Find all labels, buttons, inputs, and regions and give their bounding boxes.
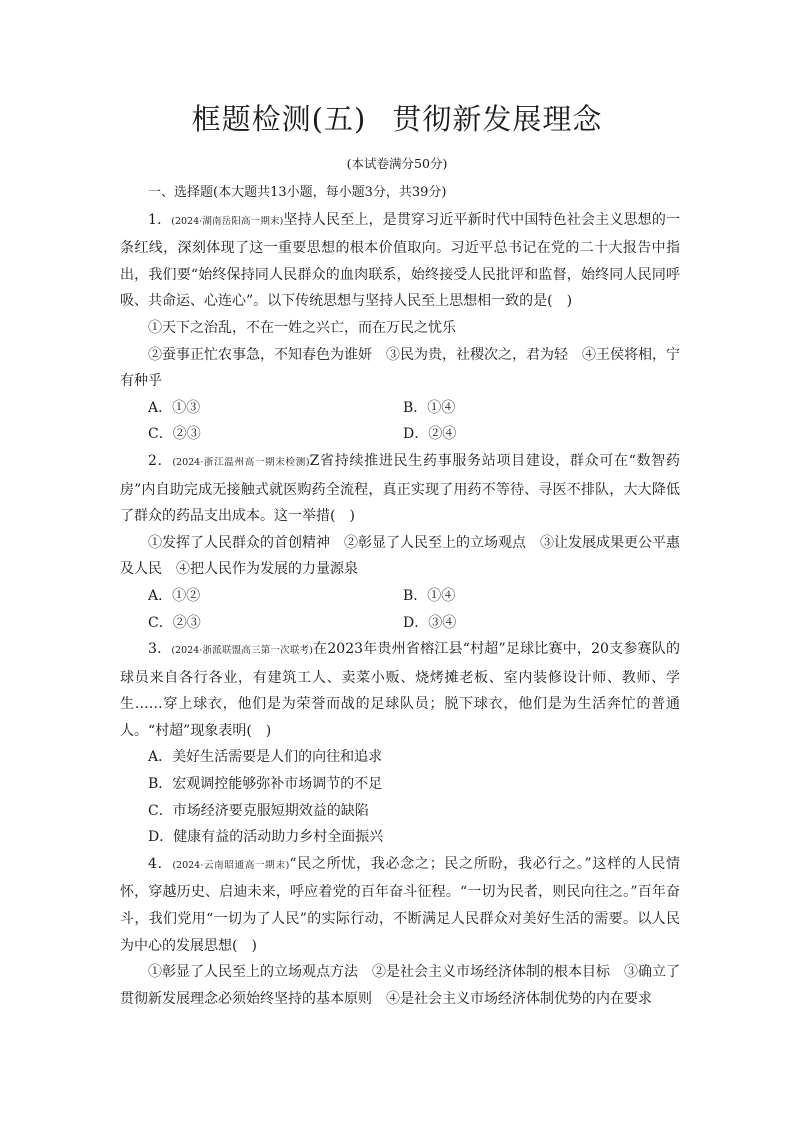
- question-text: 在2023年贵州省榕江县“村超”足球比赛中，20支参赛队的球员来自各行各业，有建筑工人、卖菜小贩、烧烤摊老板、室内装修设计师、教师、学生……穿上球衣，他们是为荣誉而战的足球队员；脱下球衣，他们是为生活奔忙的普通人。“村超”现象表明( ): [120, 641, 680, 739]
- score-note: (本试卷满分50分): [346, 156, 448, 171]
- question-text: 坚持人民至上，是贯穿习近平新时代中国特色社会主义思想的一条红线，深刻体现了这一重要思想的根本价值取向。习近平总书记在党的二十大报告中指出，我们要“始终保持同人民群众的血肉联系，始终接受人民批评和监督，始终同人民同呼吸、共命运、心连心”。以下传统思想与坚持人民至上思想相一致的是( ): [120, 211, 681, 310]
- option-a[interactable]: A．①②: [148, 587, 201, 604]
- title-main: 框题检测(五): [191, 102, 367, 136]
- question-1-options-row: [120, 421, 680, 448]
- question-1-stem: [120, 207, 680, 315]
- option-d[interactable]: D．③④: [403, 614, 457, 631]
- question-source: (2024·湖南岳阳高一期末): [171, 215, 284, 227]
- question-4-stem: [120, 851, 680, 959]
- question-number: 2．: [148, 452, 173, 469]
- question-2-item: ①发挥了人民群众的首创精神 ②彰显了人民至上的立场观点 ③让发展成果更公平惠及人民 ④把人民作为发展的力量源泉: [120, 534, 680, 578]
- option-c[interactable]: C．②③: [148, 426, 201, 443]
- option-b[interactable]: B．宏观调控能够弥补市场调节的不足: [148, 776, 383, 793]
- title-sub: 贯彻新发展理念: [392, 102, 603, 136]
- page-title: [0, 97, 794, 138]
- question-2-stem: [120, 448, 680, 530]
- question-content: [120, 180, 680, 1012]
- question-text: “民之所忧，我必念之；民之所盼，我必行之。”这样的人民情怀，穿越历史、启迪未来，呼应着党的百年奋斗征程。“一切为民者，则民向往之。”百年奋斗，我们党用“一切为了人民”的实际行动，不断满足人民群众对美好生活的需要。以人民为中心的发展思想( ): [120, 855, 680, 954]
- question-source: (2024·云南昭通高一期末): [172, 859, 290, 871]
- option-a[interactable]: A．①③: [148, 399, 201, 416]
- question-2-options-row: [120, 610, 680, 637]
- option-d[interactable]: D．②④: [403, 426, 457, 443]
- question-text: Z省持续推进民生药事服务站项目建设，群众可在“数智药房”内自助完成无接触式就医购药全流程，真正实现了用药不等待、寻医不排队，大大降低了群众的药品支出成本。这一举措( ): [120, 452, 680, 525]
- question-number: 4．: [148, 855, 173, 872]
- question-source: (2024·浙派联盟高三第一次联考): [171, 645, 313, 657]
- question-2-options-row: [120, 583, 680, 610]
- option-a[interactable]: A．美好生活需要是人们的向往和追求: [148, 749, 383, 766]
- question-1-options-row: [120, 395, 680, 422]
- question-number: 1．: [148, 211, 172, 228]
- question-1-item: ①天下之治乱，不在一姓之兴亡，而在万民之忧乐: [148, 319, 456, 336]
- question-1-item: ②蚕事正忙农事急，不知春色为谁妍 ③民为贵，社稷次之，君为轻 ④王侯将相，宁有种乎: [120, 346, 680, 390]
- question-number: 3．: [148, 641, 172, 658]
- question-3-stem: [120, 636, 680, 744]
- option-d[interactable]: D．健康有益的活动助力乡村全面振兴: [148, 829, 384, 846]
- option-c[interactable]: C．②③: [148, 614, 201, 631]
- option-c[interactable]: C．市场经济要克服短期效益的缺陷: [148, 802, 369, 819]
- option-b[interactable]: B．①④: [403, 399, 456, 416]
- option-b[interactable]: B．①④: [403, 587, 456, 604]
- question-source: (2024·浙江温州高一期末检测): [172, 456, 310, 468]
- question-4-item: ①彰显了人民至上的立场观点方法 ②是社会主义市场经济体制的根本目标 ③确立了贯彻新发展理念必须始终坚持的基本原则 ④是社会主义市场经济体制优势的内在要求: [120, 964, 680, 1007]
- section-heading: 一、选择题(本大题共13小题，每小题3分，共39分): [148, 185, 447, 200]
